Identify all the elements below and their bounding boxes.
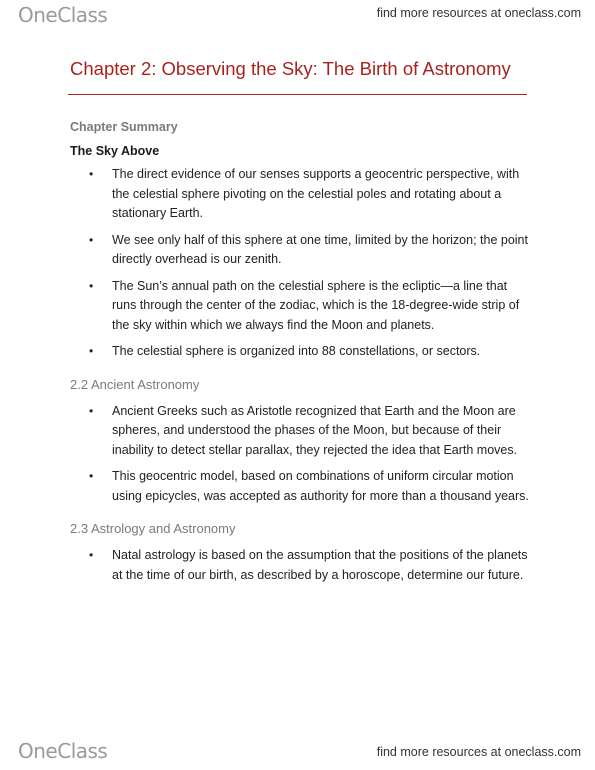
bullet-item: • Natal astrology is based on the assumption that the positions of the planets at the time of our birth, as described by a horoscope, determine our future. [70,546,530,585]
bullet-item: • Ancient Greeks such as Aristotle recognized that Earth and the Moon are spheres, and understood the phases of the Moon, but because of their inability to detect stellar parallax, they rejected the idea that Earth moves. [70,402,530,461]
ancient-astronomy-heading: 2.2 Ancient Astronomy [70,376,200,392]
bullet-item: • The direct evidence of our senses supports a geocentric perspective, with the celestial sphere pivoting on the celestial poles and rotating about a stationary Earth. [70,165,530,224]
bullet-item: • The celestial sphere is organized into 88 constellations, or sectors. [70,342,530,362]
bullet-item: • We see only half of this sphere at one time, limited by the horizon; the point directly overhead is our zenith. [70,231,530,270]
oneclass-logo[interactable] [18,3,107,27]
ancient-bullet-list [70,402,530,507]
logo-text: OneClass [18,739,108,763]
bullet-item: • The Sun’s annual path on the celestial sphere is the ecliptic—a line that runs through the center of the zodiac, which is the 18-degree-wide strip of the sky within which we always find the Moon and planets. [70,277,530,336]
sky-above-heading: The Sky Above [70,144,160,158]
sky-bullet-list [70,165,530,362]
title-divider [68,94,527,95]
resources-link[interactable]: find more resources at oneclass.com [376,6,581,20]
document-body [70,120,530,592]
astrology-heading: 2.3 Astrology and Astronomy [70,521,236,536]
chapter-summary-heading: Chapter Summary [70,120,178,134]
logo-text: OneClass [18,3,108,27]
footer-resources-link[interactable]: find more resources at oneclass.com [376,745,581,759]
bullet-item: • This geocentric model, based on combinations of uniform circular motion using epicycles, was accepted as authority for more than a thousand years. [70,467,530,506]
page-title: Chapter 2: Observing the Sky: The Birth of Astronomy [70,58,511,79]
astrology-bullet-list [70,546,530,585]
oneclass-footer-logo[interactable] [18,739,107,763]
